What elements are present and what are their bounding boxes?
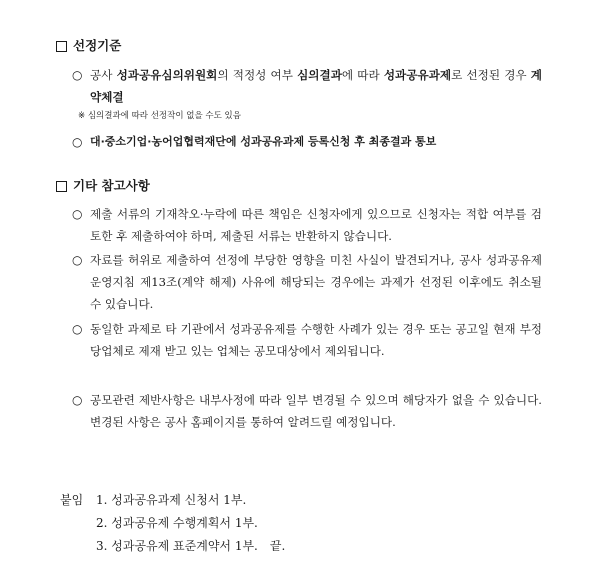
item-text: 공모관련 제반사항은 내부사정에 따라 일부 변경될 수 있으며 해당자가 없을 수 있습니다. 변경된 사항은 공사 홈페이지를 통하여 알려드릴 예정입니다.	[90, 393, 542, 429]
section-other-notes	[56, 178, 150, 194]
checkbox-icon	[56, 181, 67, 192]
note-text: ※ 심의결과에 따라 선정작이 없을 수도 있음	[78, 111, 241, 121]
list-item	[72, 249, 542, 315]
circle-bullet-icon: ○	[72, 322, 83, 336]
attachment-item: 1. 성과공유과제 신청서 1부.	[96, 493, 247, 507]
circle-bullet-icon: ○	[72, 253, 83, 267]
item-text: 제출 서류의 기재착오·누락에 따른 책임은 신청자에게 있으므로 신청자는 적합 여부를 검토한 후 제출하여야 하며, 제출된 서류는 반환하지 않습니다.	[90, 207, 542, 243]
section-heading: 선정기준	[73, 38, 122, 53]
circle-bullet-icon: ○	[72, 393, 83, 407]
attachment-item: 2. 성과공유제 수행계획서 1부.	[96, 516, 258, 530]
list-item	[72, 131, 542, 153]
list-item	[72, 389, 542, 433]
checkbox-icon	[56, 41, 67, 52]
circle-bullet-icon: ○	[72, 68, 83, 82]
item-text: 공사 성과공유심의위원회의 적정성 여부 심의결과에 따라 성과공유과제로 선정된 경우 계약체결	[90, 68, 542, 104]
list-item	[72, 64, 542, 108]
circle-bullet-icon: ○	[72, 207, 83, 221]
attachment-item: 3. 성과공유제 표준계약서 1부. 끝.	[96, 539, 286, 553]
list-item	[72, 203, 542, 247]
section-heading: 기타 참고사항	[73, 178, 150, 193]
section-selection-criteria	[56, 38, 121, 54]
list-item	[72, 318, 542, 362]
item-text: 동일한 과제로 타 기관에서 성과공유제를 수행한 사례가 있는 경우 또는 공고일 현재 부정당업체로 제재 받고 있는 업체는 공모대상에서 제외됩니다.	[90, 322, 542, 358]
attachment-label: 붙임	[60, 493, 84, 507]
circle-bullet-icon: ○	[72, 135, 83, 149]
item-text: 대·중소기업·농어업협력재단에 성과공유과제 등록신청 후 최종결과 통보	[90, 135, 437, 148]
item-text: 자료를 허위로 제출하여 선정에 부당한 영향을 미친 사실이 발견되거나, 공사 성과공유제 운영지침 제13조(계약 해제) 사유에 해당되는 경우에는 과제가 선정된 이후에도 취소될 수 있습니다.	[90, 253, 542, 311]
